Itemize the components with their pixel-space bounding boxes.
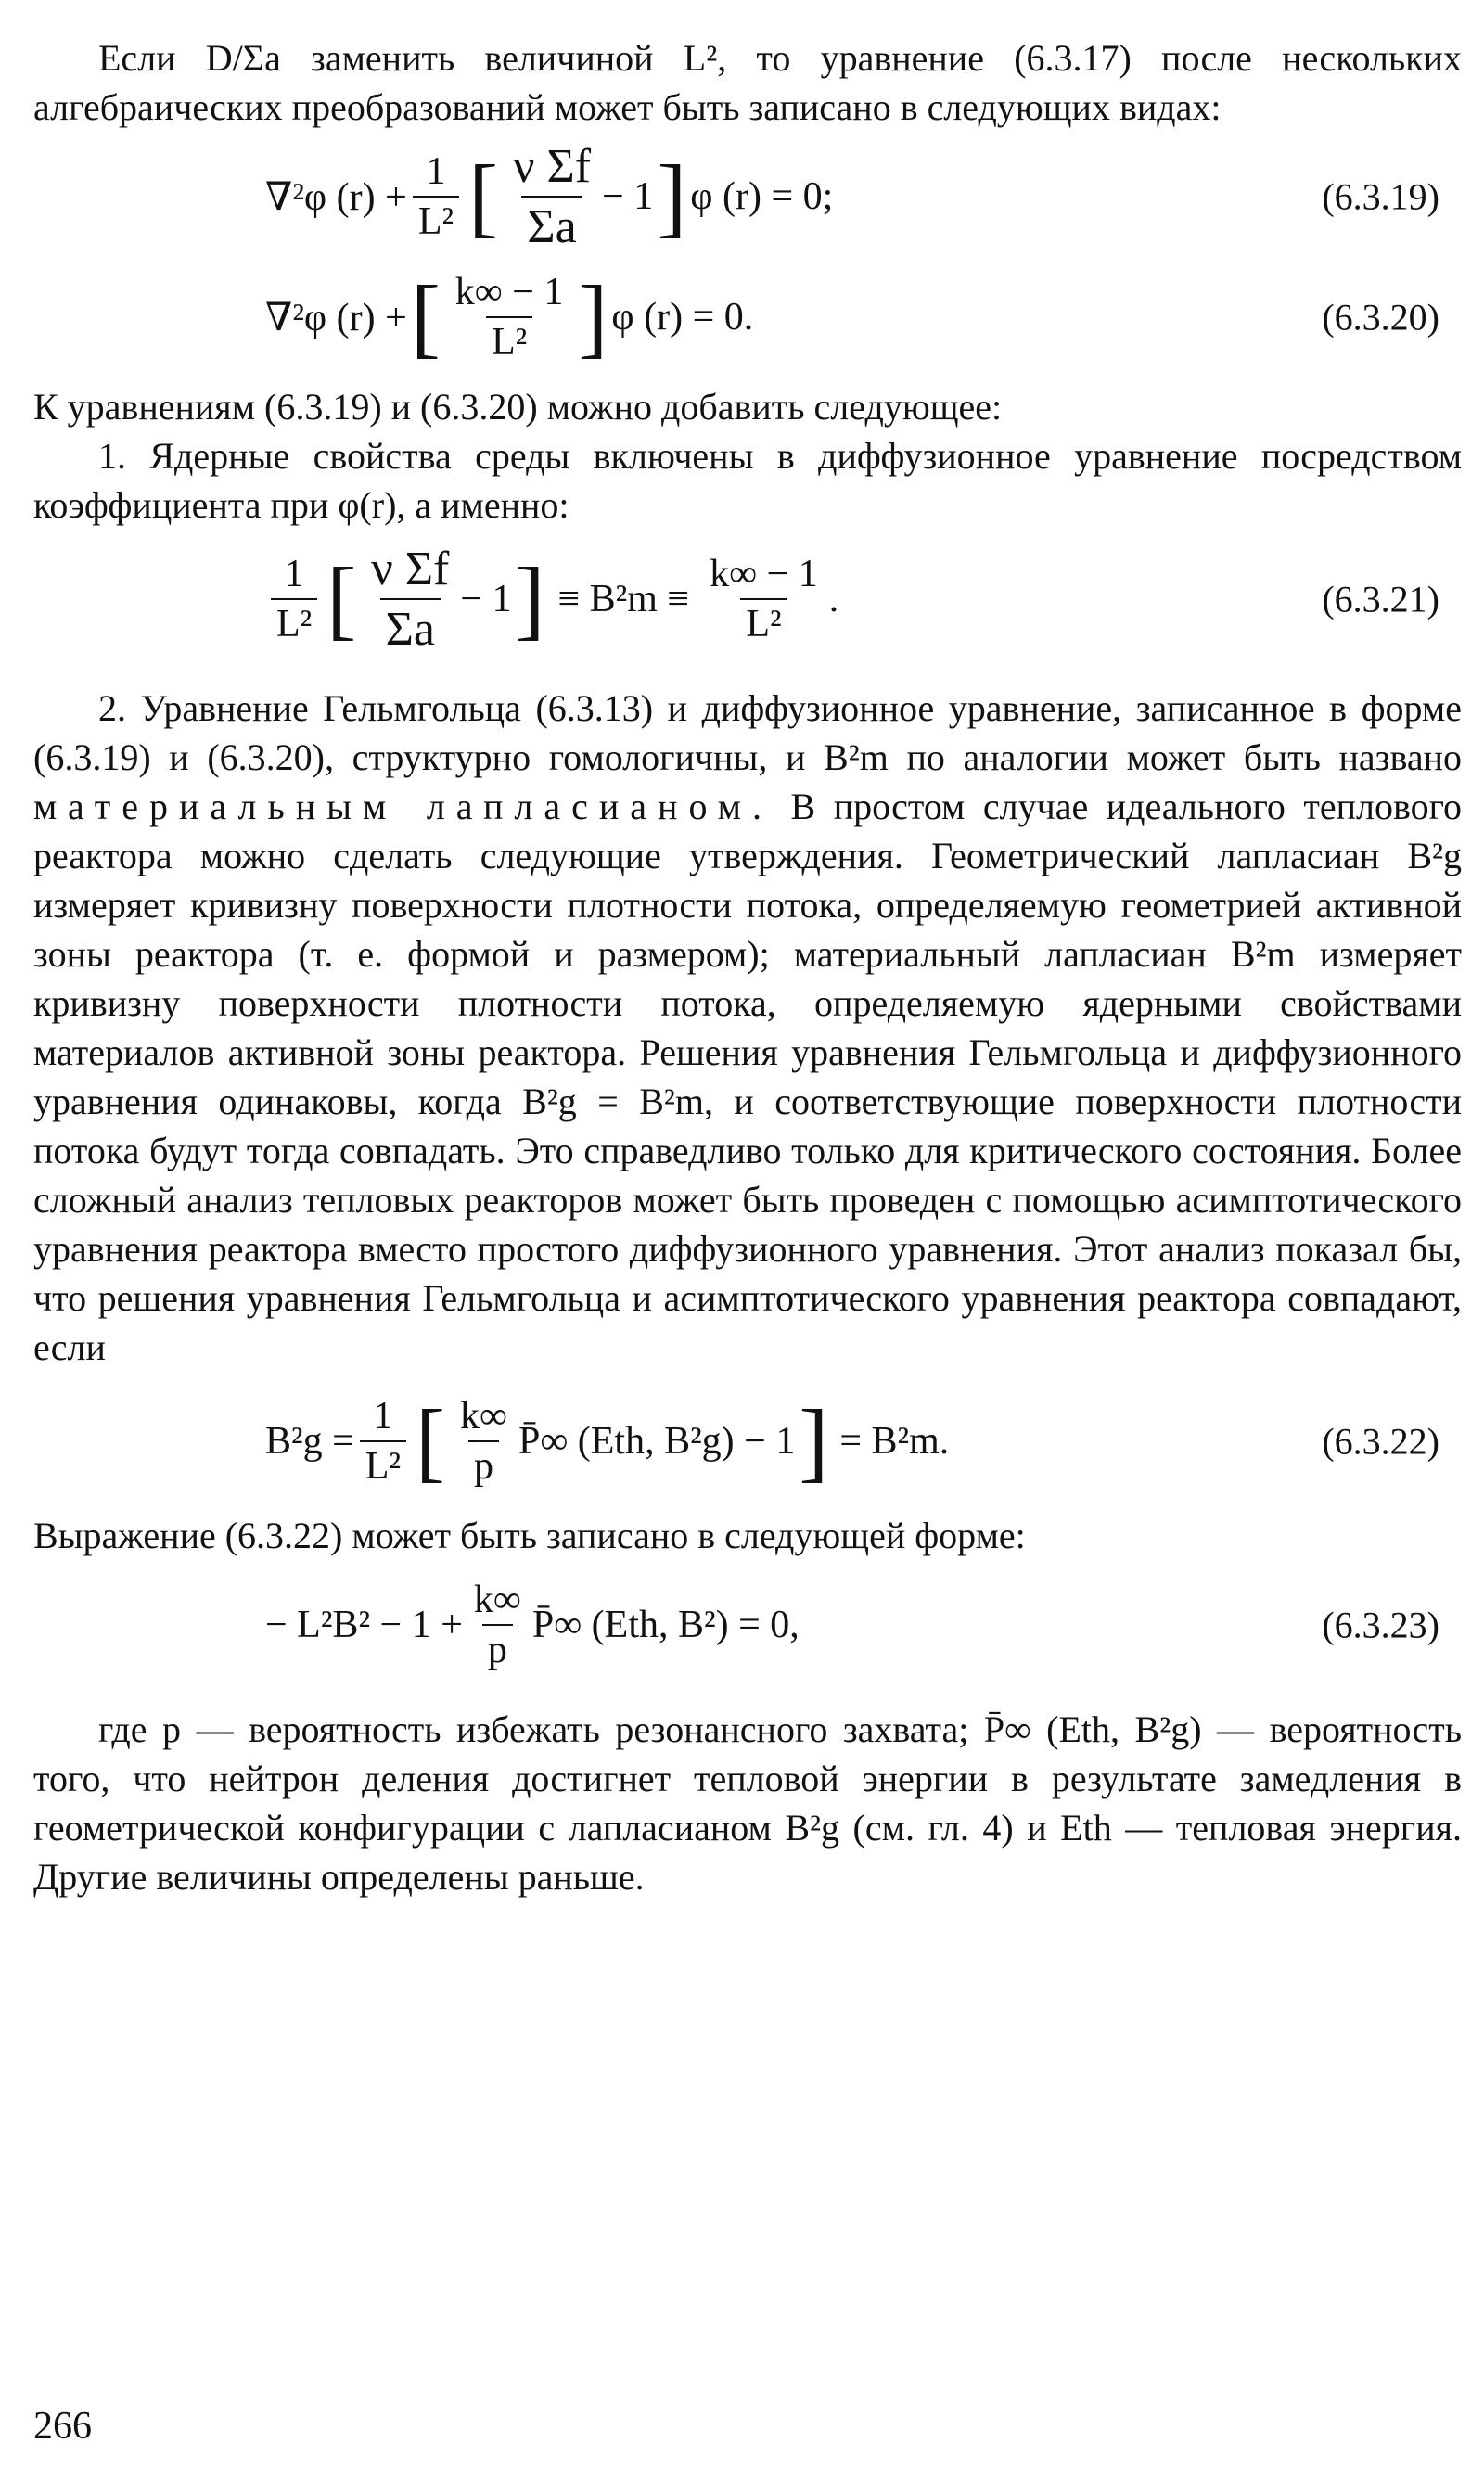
paragraph-2-line: К уравнениям (6.3.19) и (6.3.20) можно добавить следующее: — [33, 386, 1003, 428]
equation-number: (6.3.20) — [1322, 296, 1439, 339]
intro-paragraph: Если D/Σa заменить величиной L², то уравнение (6.3.17) после нескольких алгебраических преобразований может быть записано в следующих видах: — [33, 37, 1462, 128]
page-number: 266 — [33, 2405, 92, 2448]
equation-6-3-22: B²g = $\frac{1}{\text{L²}}$ [ $\frac{k\infty}{p}$ P̄∞ (Eth, B²g) − 1 ] = B²m. (6.3.22) — [265, 1391, 1439, 1490]
paragraph-2-item1: 1. Ядерные свойства среды включены в диффузионное уравнение посредством коэффициента при φ(r), а именно: — [33, 435, 1462, 526]
equation-number: (6.3.22) — [1322, 1420, 1439, 1463]
equation-6-3-20: ∇²φ (r) + [ $\frac{k\infty - 1}{\text{L²}}$ ] φ (r) = 0. (6.3.20) — [265, 267, 1439, 366]
equation-number: (6.3.21) — [1322, 578, 1439, 620]
equation-number: (6.3.19) — [1322, 175, 1439, 218]
equation-6-3-19: ∇²φ (r) + $\frac{1}{\text{L²}}$ [ $\frac{\text{ν Σf}}{\Sigma a}$ − 1 ] φ (r) = 0; (6.3.19) — [265, 140, 1439, 253]
paragraph-4: Выражение (6.3.22) может быть записано в следующей форме: — [33, 1515, 1026, 1556]
equation-number: (6.3.23) — [1322, 1604, 1439, 1646]
equation-6-3-23: − L²B² − 1 + $\frac{k\infty}{p}$ P̄∞ (Eth, B²) = 0, (6.3.23) — [265, 1579, 1439, 1671]
paragraph-5: где p — вероятность избежать резонансного захвата; P̄∞ (Eth, B²g) — вероятность того, что нейтрон деления достигнет тепловой энергии в результате замедления в геометрической конфигурации с лапласианом B²g (см. гл. 4) и Eth — тепловая энергия. Другие величины определены раньше. — [33, 1708, 1462, 1898]
paragraph-3: 2. Уравнение Гельмгольца (6.3.13) и диффузионное уравнение, записанное в форме (6.3.19) и (6.3.20), структурно гомологичны, и B²m по аналогии может быть названо материальным лапласианом. В простом случае идеального теплового реактора можно сделать следующие утверждения. Геометрический лапласиан B²g измеряет кривизну поверхности плотности потока, определяемую геометрией активной зоны реактора (т. е. формой и размером); материальный лапласиан B²m измеряет кривизну поверхности плотности потока, определяемую ядерными свойствами материалов активной зоны реактора. Решения уравнения Гельмгольца и диффузионного уравнения одинаковы, когда B²g = B²m, и соответствующие поверхности плотности потока будут тогда совпадать. Это справедливо только для критического состояния. Более сложный анализ тепловых реакторов может быть проведен с помощью асимптотического уравнения реактора вместо простого диффузионного уравнения. Этот анализ показал бы, что решения уравнения Гельмгольца и асимптотического уравнения реактора совпадают, если — [33, 687, 1462, 1368]
equation-6-3-21: $\frac{1}{\text{L²}}$ [ $\frac{\text{ν Σf}}{\Sigma a}$ − 1 ] ≡ B²m ≡ $\frac{k\infty - 1}{\text{L²}}$ . (6.3.21) — [33, 530, 1462, 669]
